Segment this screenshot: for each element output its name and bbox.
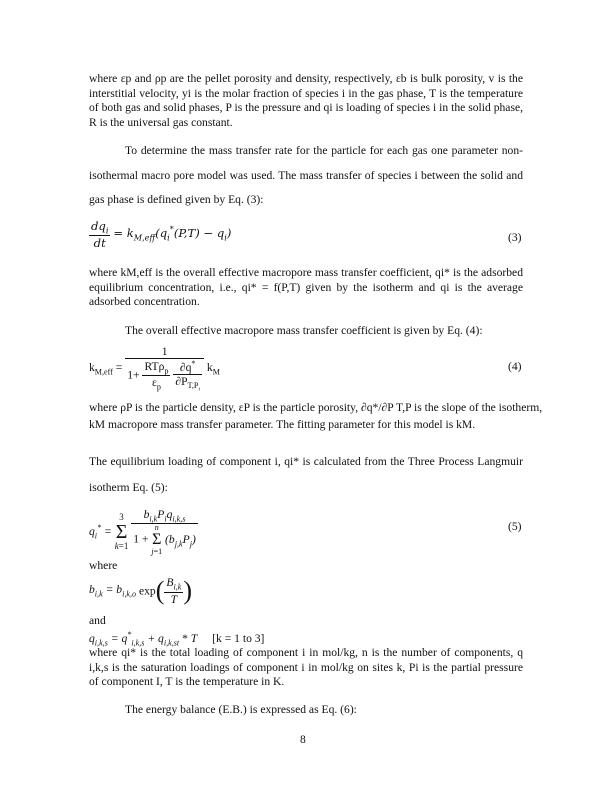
text-p5a: where ρP is the particle density, εP is the particle porosity, ∂q*/∂P T,P is the slope of the isotherm,: [89, 401, 543, 414]
page-number: 8: [300, 733, 306, 746]
paragraph-langmuir-intro: [89, 449, 523, 501]
paragraph-eq3-definitions: [89, 266, 523, 310]
eq3-derivative: $\frac{dq_i}{dt}$: [91, 219, 109, 251]
eq6-range: [k = 1 to 3]: [212, 631, 265, 645]
label-and: and: [89, 614, 106, 627]
eq3-rhs: = $k_{M,eff}(q_i^*(P,T) - q_i)$: [113, 224, 232, 243]
paragraph-langmuir-definitions: [89, 646, 523, 690]
equation-4-number: (4): [508, 360, 522, 373]
eq5-sum-k: 3 Σ k=1: [114, 512, 129, 552]
equation-q-iks: $q_{i,k,s} = q^*_{i,k,s} + q_{i,k,st} * T$ [k = 1 to 3]: [89, 630, 265, 648]
equation-3-number: (3): [508, 231, 522, 244]
paragraph-eq4-definitions-cont: [89, 418, 523, 433]
text-p2: To determine the mass transfer rate for the particle for each gas one parameter non-isothermal macro pore model was used. The mass transfer of species i between the solid and gas phase is defined given by Eq. (3):: [89, 144, 523, 206]
equation-5-number: (5): [508, 520, 522, 533]
text-p3: where kM,eff is the overall effective macropore mass transfer coefficient, qi* is the adsorbed equilibrium concentration, i.e., qi* = f(P,T) given by the isotherm and qi is the average adsorbed concentration.: [89, 266, 523, 309]
eq4-fraction: 1 1+ $\frac{RT\rho_p}{\varepsilon_p}$ $\frac{\partial q^*}{\partial P_{T,P_i}}$: [125, 345, 204, 393]
equation-b-ik: $b_{i,k} = b_{i,k,o}$ exp( $\frac{B_{i,k}}{T}$ ): [89, 576, 193, 606]
paragraph-variable-definitions: [89, 72, 523, 130]
paragraph-mass-transfer-intro: [89, 139, 523, 213]
paragraph-eq4-intro: [89, 323, 523, 338]
text-p7: where qi* is the total loading of component i in mol/kg, n is the number of components, q i,k,s is the saturation loadings of component i in mol/kg on sites k, Pi is the partial pressure of component I, T is the temperature in K.: [89, 646, 523, 689]
text-p6: The equilibrium loading of component i, qi* is calculated from the Three Process Langmuir isotherm Eq. (5):: [89, 455, 523, 494]
equation-5: $q_i^* = 3$ Σ k=1 $b_{i,k}P_iq_{i,k,s}$ 1 + n Σ j=1 $(b_{j,k}P_j)$: [89, 508, 196, 557]
text-p1: where εp and ρp are the pellet porosity and density, respectively, εb is bulk porosity, v is the interstitial velocity, yi is the molar fraction of species i in the gas phase, T is the temperature of both gas and solid phases, P is the pressure and qi is loading of species i in the solid phase, R is the universal gas constant.: [89, 72, 523, 129]
equation-4: $k_{M,eff}$ = 1 1+ $\frac{RT\rho_p}{\varepsilon_p}$ $\frac{\partial q^*}{\partial P_{T,P_i}}$ $k_M$: [89, 345, 220, 393]
paragraph-eq4-definitions: [89, 401, 543, 416]
eq5-fraction: $b_{i,k}P_iq_{i,k,s}$ 1 + n Σ j=1 $(b_{j,k}P_j)$: [133, 508, 196, 557]
text-p8: The energy balance (E.B.) is expressed as Eq. (6):: [125, 703, 357, 716]
text-p5b: kM macropore mass transfer parameter. The fitting parameter for this model is kM.: [89, 418, 476, 431]
label-where: where: [89, 559, 118, 572]
text-p4: The overall effective macropore mass transfer coefficient is given by Eq. (4):: [125, 324, 483, 337]
paragraph-energy-balance-intro: [89, 702, 523, 717]
equation-3: [89, 219, 231, 250]
